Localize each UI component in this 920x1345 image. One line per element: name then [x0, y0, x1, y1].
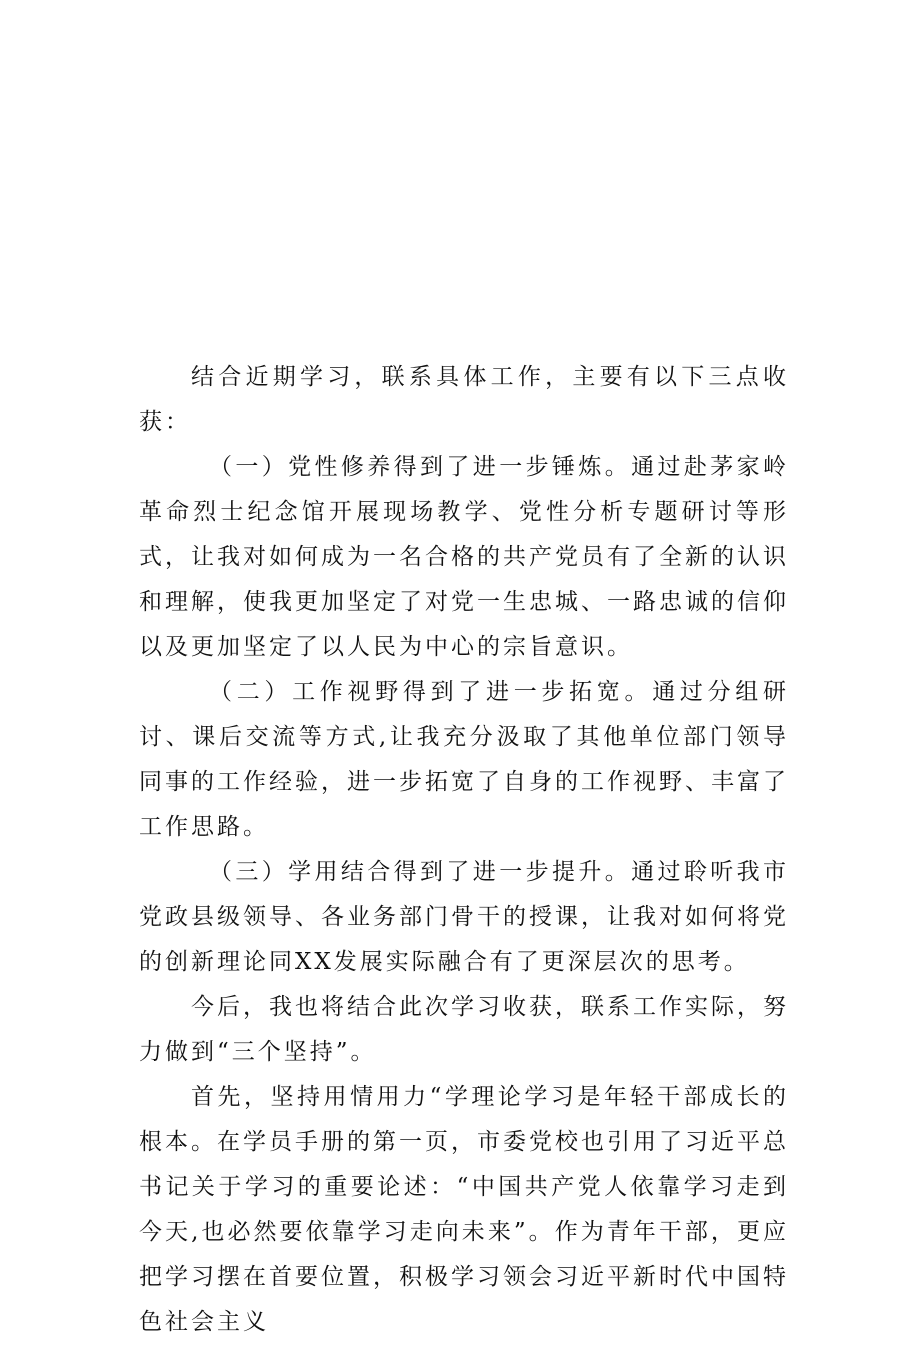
document-body — [139, 355, 789, 1345]
point-three-paragraph: （三）学用结合得到了进一步提升。通过聆听我市党政县级领导、各业务部门骨干的授课，让我对如何将党的创新理论同XX发展实际融合有了更深层次的思考。 — [139, 859, 789, 975]
point-two-paragraph: （二）工作视野得到了进一步拓宽。通过分组研讨、课后交流等方式,让我充分汲取了其他单位部门领导同事的工作经验，进一步拓宽了自身的工作视野、丰富了工作思路。 — [139, 679, 789, 840]
first-commitment-paragraph: 首先，坚持用情用力“学理论学习是年轻干部成长的根本。在学员手册的第一页，市委党校也引用了习近平总书记关于学习的重要论述：“中国共产党人依靠学习走到今天,也必然要依靠学习走向未来”。作为青年干部，更应把学习摆在首要位置，积极学习领会习近平新时代中国特色社会主义 — [139, 1084, 789, 1335]
intro-paragraph: 结合近期学习，联系具体工作，主要有以下三点收获： — [139, 364, 789, 435]
future-plan-paragraph: 今后，我也将结合此次学习收获，联系工作实际，努力做到“三个坚持”。 — [139, 994, 789, 1065]
point-one-paragraph: （一）党性修养得到了进一步锤炼。通过赴茅家岭革命烈士纪念馆开展现场教学、党性分析专题研讨等形式，让我对如何成为一名合格的共产党员有了全新的认识和理解，使我更加坚定了对党一生忠城、一路忠诚的信仰以及更加坚定了以人民为中心的宗旨意识。 — [139, 454, 789, 660]
